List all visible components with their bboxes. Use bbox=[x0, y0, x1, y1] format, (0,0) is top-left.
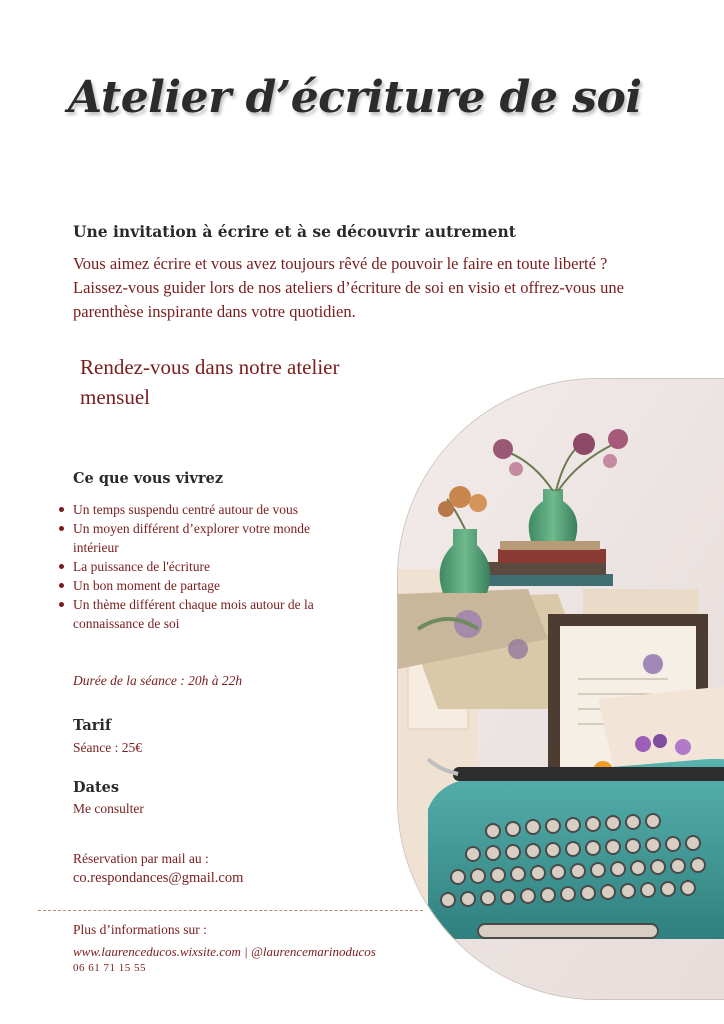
rendezvous-callout: Rendez-vous dans notre atelier mensuel bbox=[80, 355, 340, 409]
experience-list bbox=[56, 500, 336, 633]
list-item: Un temps suspendu centré autour de vous bbox=[56, 500, 336, 519]
typewriter-photo bbox=[397, 378, 724, 1000]
subtitle: Une invitation à écrire et à se découvrir autrement bbox=[73, 222, 516, 241]
phone-number: 06 61 71 15 55 bbox=[73, 962, 146, 974]
dates-heading: Dates bbox=[73, 779, 120, 796]
dashed-divider bbox=[38, 910, 423, 911]
reservation-label: Réservation par mail au : bbox=[73, 851, 209, 866]
list-item: Un moyen différent d’explorer votre monde intérieur bbox=[56, 519, 336, 557]
dates-value: Me consulter bbox=[73, 801, 144, 816]
intro-paragraph: Vous aimez écrire et vous avez toujours rêvé de pouvoir le faire en toute liberté ? Laissez-vous guider lors de nos ateliers d’écriture de soi en visio et offrez-vous une parenthèse inspirante dans votre quotidien. bbox=[73, 254, 624, 321]
tarif-value: Séance : 25€ bbox=[73, 740, 142, 755]
list-item: Un bon moment de partage bbox=[56, 576, 336, 595]
reservation-email[interactable]: co.respondances@gmail.com bbox=[73, 870, 244, 886]
tarif-heading: Tarif bbox=[73, 717, 112, 734]
list-item: Un thème différent chaque mois autour de la connaissance de soi bbox=[56, 595, 336, 633]
info-label: Plus d’informations sur : bbox=[73, 922, 207, 937]
info-links[interactable]: www.laurenceducos.wixsite.com | @laurencemarinoducos bbox=[73, 944, 376, 959]
page-title: Atelier d’écriture de soi bbox=[68, 72, 642, 123]
session-duration: Durée de la séance : 20h à 22h bbox=[73, 673, 243, 688]
experience-heading: Ce que vous vivrez bbox=[73, 470, 224, 487]
list-item: La puissance de l'écriture bbox=[56, 557, 336, 576]
